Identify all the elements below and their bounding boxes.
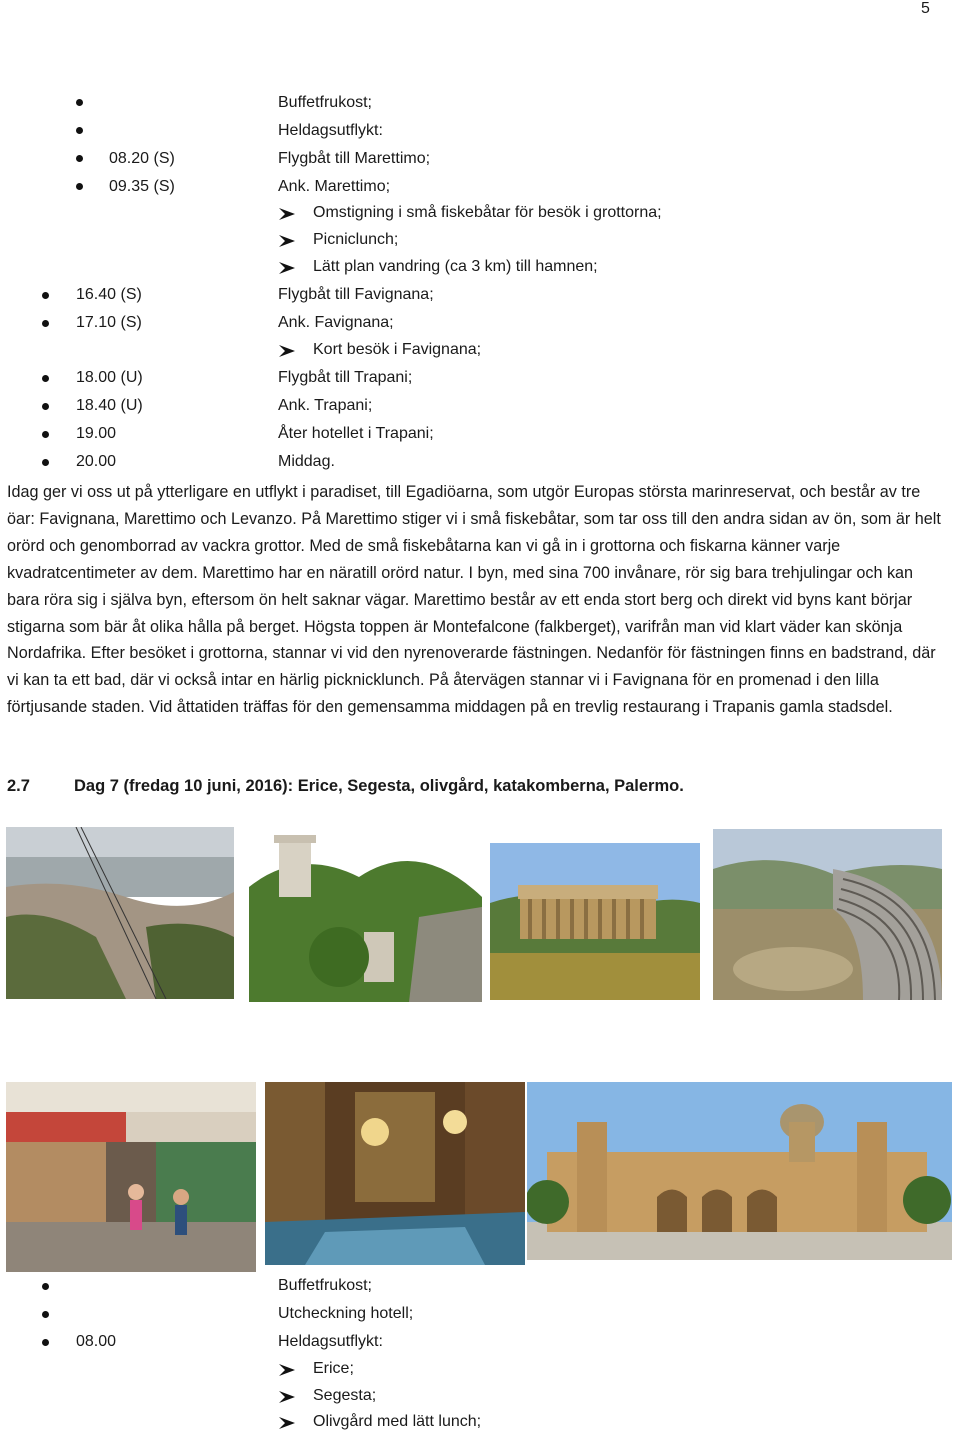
schedule-time: 17.10 (S) <box>76 314 142 331</box>
arrow-bullet-icon <box>278 233 296 249</box>
arrow-bullet-icon <box>278 343 296 359</box>
bullet-icon <box>76 183 83 190</box>
schedule-time: 16.40 (S) <box>76 286 142 303</box>
schedule-subitem: Erice; <box>313 1360 354 1377</box>
schedule-activity: Åter hotellet i Trapani; <box>278 425 434 442</box>
photo-erice-cable-car <box>6 827 234 999</box>
schedule-time: 09.35 (S) <box>109 178 175 195</box>
photo-segesta-temple <box>490 843 700 1000</box>
bullet-icon <box>42 1311 49 1318</box>
photo-segesta-theatre <box>713 829 942 1000</box>
arrow-bullet-icon <box>278 206 296 222</box>
description-paragraph: Idag ger vi oss ut på ytterligare en utflykt i paradiset, till Egadiöarna, som utgör Europas största marinreservat, och består av tre öar: Favignana, Marettimo och Levanzo. På Marettimo stiger vi i små fiskebåtar, som tar oss till den andra sidan av ön, som är helt orörd och genomborrad av vackra grottor. Med de små fiskebåtarna kan vi gå in i grottorna och fiskarna känner varje kvadratcentimeter av dem. Marettimo har en näratill orörd natur. I byn, med sina 700 invånare, rör sig bara trehjulingar och kan bara röra sig i själva byn, eftersom ön helt saknar vägar. Marettimo består av ett enda stort berg och direkt vid byns kant börjar stigarna som bär åt olika hålla på berget. Högsta toppen är Montefalcone (falkberget), varifrån man vid klart väder kan skönja Nordafrika. Efter besöket i grottorna, stannar vi vid den nyrenoverarde fästningen. Nedanför för fästningen finns en badstrand, där vi kan ta ett bad, där vi också intar en härlig picknicklunch. På återvägen stannar vi i Favignana för en promenad i den lilla förtjusande staden. Vid åttatiden träffas för den gemensamma middagen på en trevlig restaurang i Trapanis gamla stadsdel. <box>7 483 941 717</box>
schedule-activity: Ank. Favignana; <box>278 314 394 331</box>
bullet-icon <box>42 292 49 299</box>
schedule-activity: Buffetfrukost; <box>278 94 372 111</box>
schedule-activity: Ank. Marettimo; <box>278 178 391 195</box>
schedule-activity: Ank. Trapani; <box>278 397 373 414</box>
arrow-bullet-icon <box>278 260 296 276</box>
schedule-subitem: Olivgård med lätt lunch; <box>313 1413 482 1430</box>
photo-palace-interior <box>265 1082 525 1265</box>
schedule-activity: Flygbåt till Marettimo; <box>278 150 431 167</box>
bullet-icon <box>42 375 49 382</box>
schedule-time: 08.20 (S) <box>109 150 175 167</box>
schedule-subitem: Kort besök i Favignana; <box>313 341 482 358</box>
photo-palermo-market <box>6 1082 256 1272</box>
schedule-activity: Buffetfrukost; <box>278 1277 372 1294</box>
arrow-bullet-icon <box>278 1389 296 1405</box>
schedule-activity: Middag. <box>278 453 335 470</box>
section-title: Dag 7 (fredag 10 juni, 2016): Erice, Segesta, olivgård, katakomberna, Palermo. <box>74 777 684 795</box>
bullet-icon <box>42 431 49 438</box>
schedule-activity: Heldagsutflykt: <box>278 122 383 139</box>
schedule-activity: Heldagsutflykt: <box>278 1333 383 1350</box>
schedule-activity: Utcheckning hotell; <box>278 1305 414 1322</box>
bullet-icon <box>42 403 49 410</box>
arrow-bullet-icon <box>278 1362 296 1378</box>
photo-erice-castle <box>249 827 482 1002</box>
bullet-icon <box>42 320 49 327</box>
bullet-icon <box>76 99 83 106</box>
arrow-bullet-icon <box>278 1415 296 1431</box>
schedule-subitem: Lätt plan vandring (ca 3 km) till hamnen; <box>313 258 598 275</box>
bullet-icon <box>42 1283 49 1290</box>
schedule-time: 18.40 (U) <box>76 397 143 414</box>
bullet-icon <box>42 1339 49 1346</box>
schedule-activity: Flygbåt till Trapani; <box>278 369 413 386</box>
schedule-subitem: Omstigning i små fiskebåtar för besök i grottorna; <box>313 204 662 221</box>
schedule-time: 20.00 <box>76 453 117 470</box>
schedule-time: 18.00 (U) <box>76 369 143 386</box>
bullet-icon <box>76 127 83 134</box>
schedule-subitem: Segesta; <box>313 1387 377 1404</box>
schedule-time: 19.00 <box>76 425 117 442</box>
schedule-subitem: Picniclunch; <box>313 231 399 248</box>
schedule-time: 08.00 <box>76 1333 117 1350</box>
photo-palermo-cathedral <box>527 1082 952 1260</box>
section-number: 2.7 <box>7 777 30 795</box>
bullet-icon <box>76 155 83 162</box>
page-number: 5 <box>921 0 930 17</box>
schedule-activity: Flygbåt till Favignana; <box>278 286 434 303</box>
bullet-icon <box>42 459 49 466</box>
